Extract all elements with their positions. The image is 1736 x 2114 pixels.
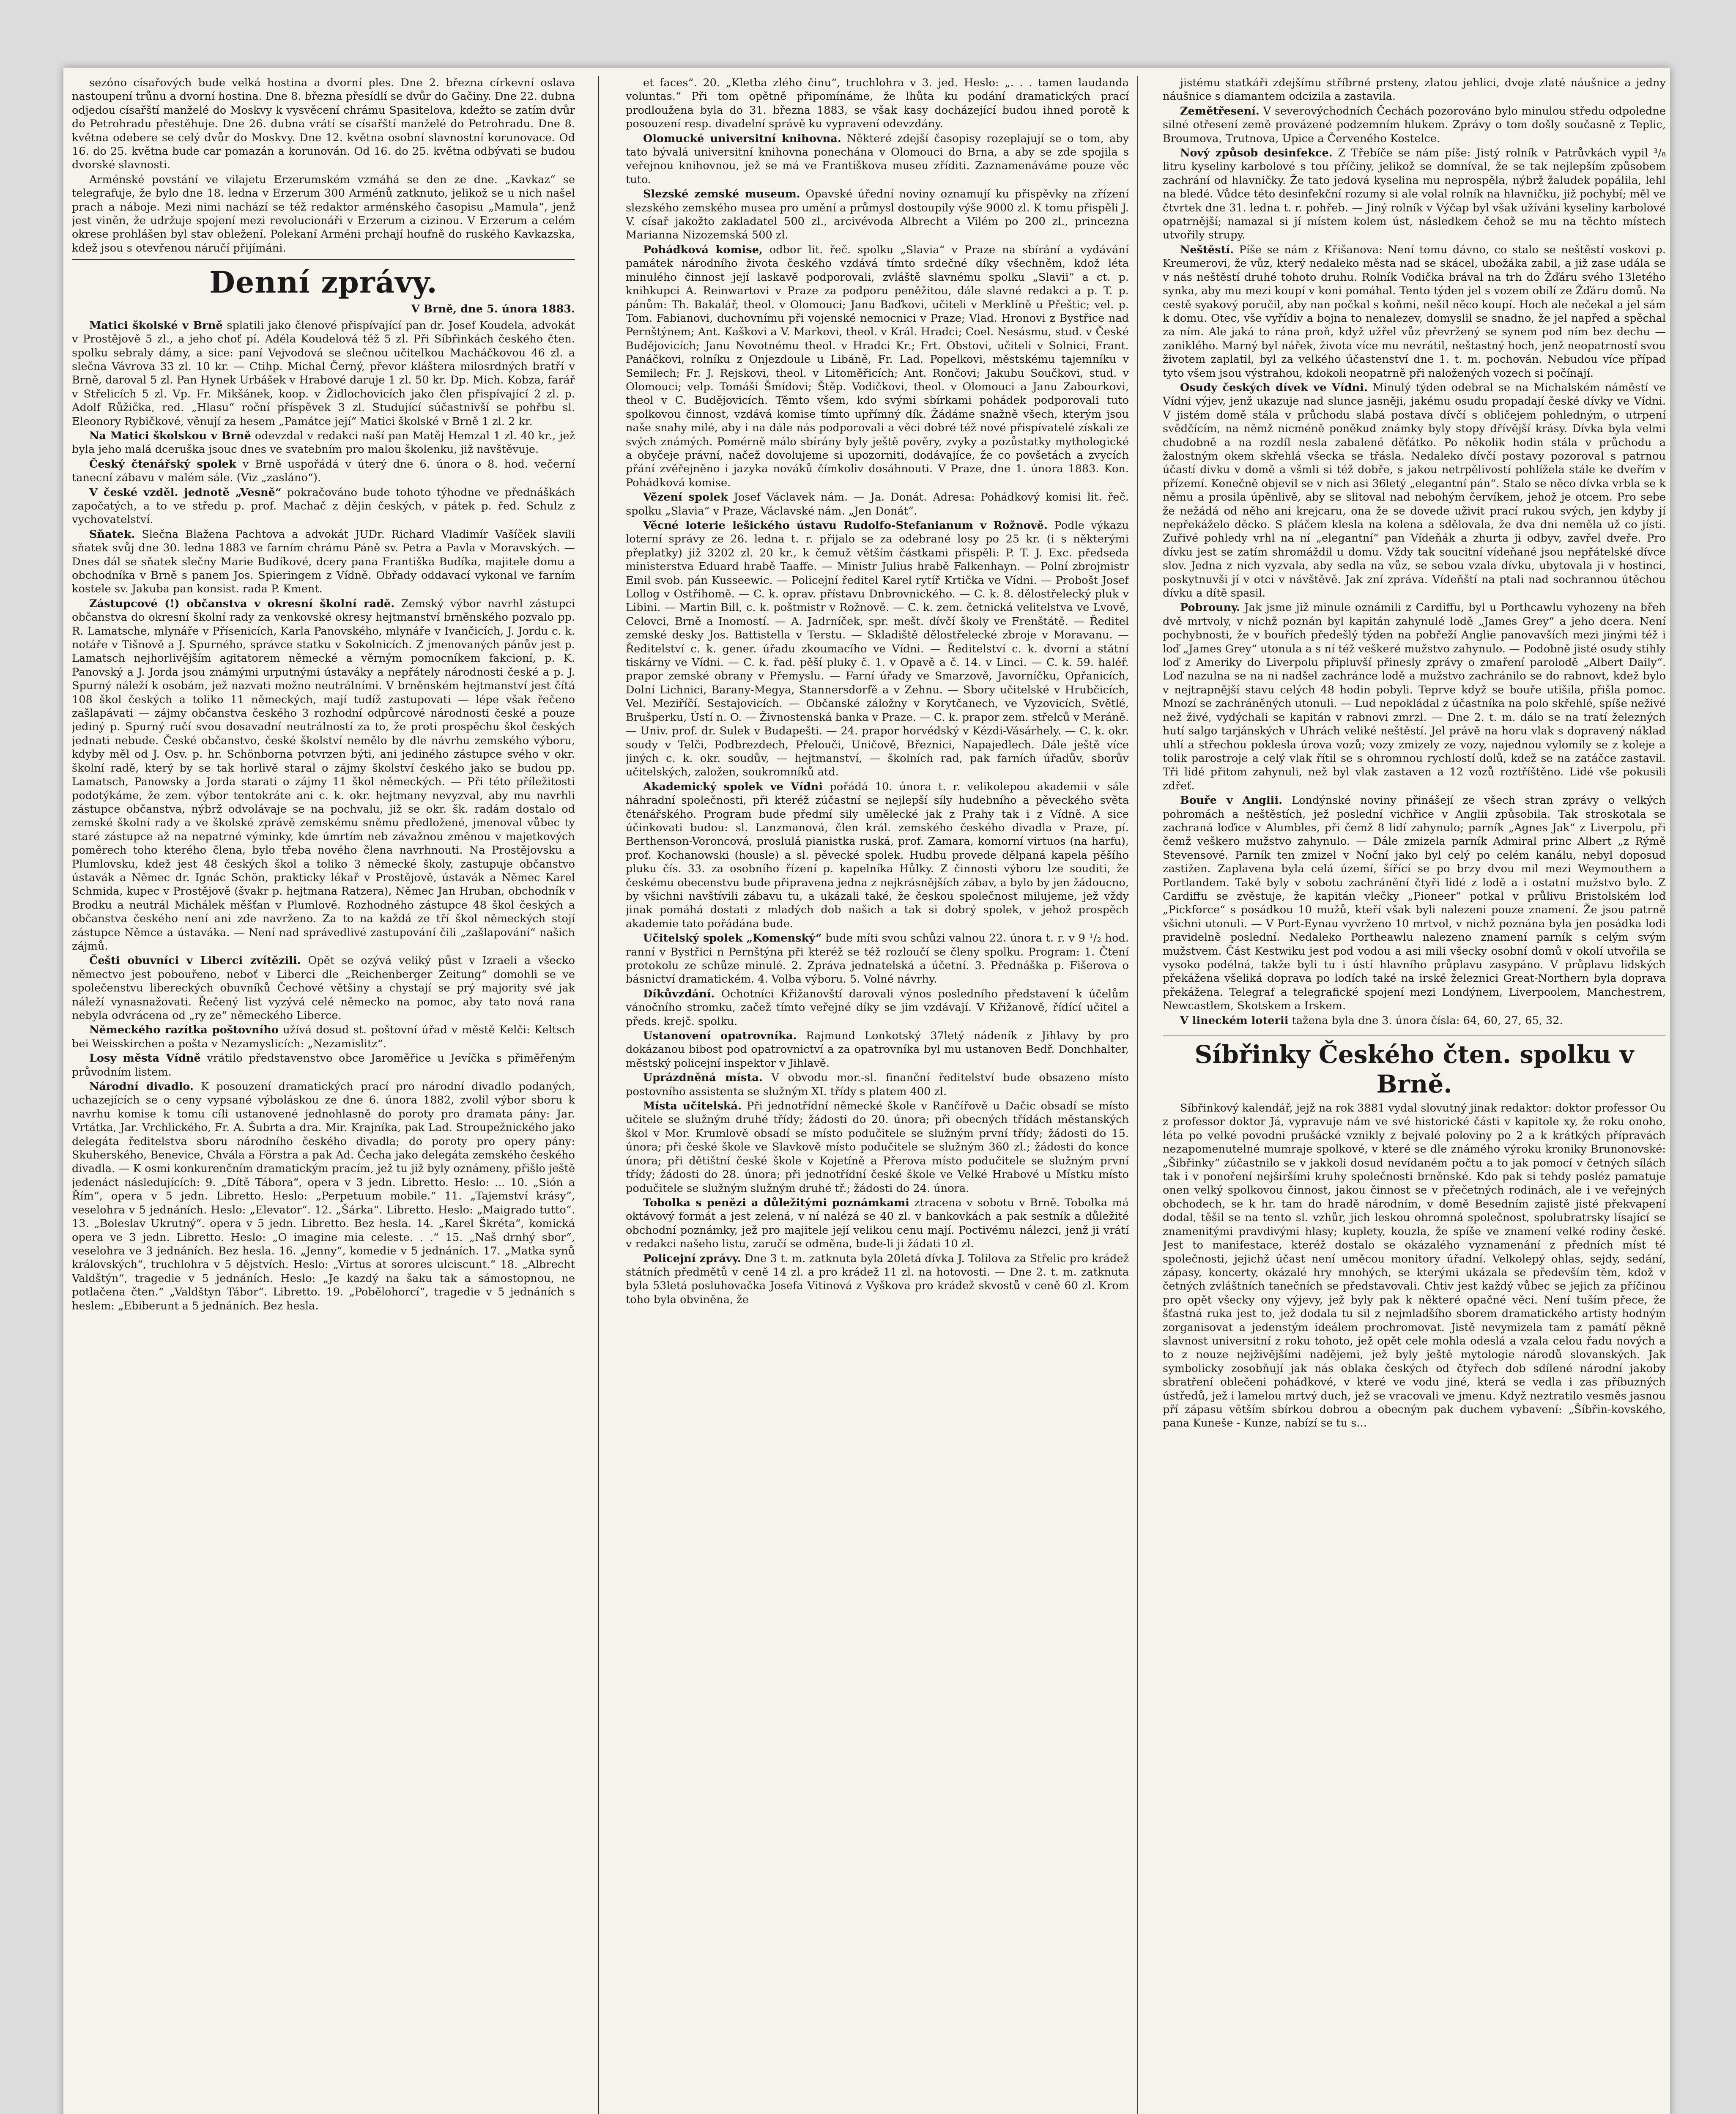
newspaper-page	[63, 68, 1670, 2114]
news-item-heading: Díkůvzdání.	[643, 987, 715, 1000]
news-item	[626, 519, 1129, 779]
feuilleton-title: Síbřinky Českého čten. spolku v Brně.	[1163, 1035, 1666, 1099]
news-item-heading: Akademický spolek ve Vídni	[643, 780, 823, 793]
news-item-text: pořádá 10. února t. r. velikolepou akademii v sále náhradní společnosti, při kteréž zúčastní se nejlepší síly hudebního a pěveckého světa čtenářského. Program bude předmí sily umělecké jak z Prahy tak i z Vídně. A sice účinkovati budou: sl. Lanzmanová, člen král. zemského českého divadla v Praze, pí. Berthenson-Voroncová, proslulá pianistka ruská, prof. Zamara, komorní virtuos (na harfu), prof. Kochanowski (housle) a sl. pěvecké spolek. Hudbu provede dělpaná kapela pěšího pluku čís. 33. za osobního řízení p. kapelníka Hůlky. Z činnosti výboru lze souditi, že českému obecenstvu bude připravena jedna z nejkrásnějších zábav, a bylo by jen žádoucno, by všichni navštívili zábavu tu, a ukázali také, že českou společnost milujeme, jež vždy jinak pomáhá dostati z mladých dob našich a tak si dobrý spolek, v jehož prospěch akademie tato pořádána bude.	[626, 780, 1129, 930]
news-item	[626, 187, 1129, 242]
news-item-heading: Učitelský spolek „Komenský“	[643, 932, 822, 945]
news-item-heading: Vězení spolek	[643, 491, 728, 504]
news-item-text: Rajmund Lonkotský 37letý nádeník z Jihlavy by pro dokázanou bibost pod opatrovnictví a za opatrovníka byl mu ustanoven Bedř. Donchhalter, městský policejní inspektor v Jihlavě.	[626, 1030, 1129, 1070]
news-item	[1163, 601, 1666, 793]
news-item	[72, 457, 575, 485]
column-1	[72, 76, 575, 2114]
news-item-heading: Uprázdněná místa.	[643, 1071, 763, 1084]
news-item	[72, 954, 575, 1022]
news-item-heading: V české vzděl. jednotě „Vesně“	[89, 486, 282, 499]
news-item-text: Zemský výbor navrhl zástupci občanstva do okresní školní rady za venkovské okresy hejtmanství brněnského pozvalo pp. R. Lamatsche, mlynáře v Přísenicích, Karla Panovského, mlynáře v Ivančicích, J. Jordu c. k. notáře v Tišnově a J. Spurného, správce statku v Sokolnicích. Z jmenovaných pánův jest p. Lamatsch nejhorlivějším agitatorem německé a věrným pomocníkem fakcioní, p. K. Panovský a J. Jorda jsou známými urputnými ústavákу a nepřátely národnosti české a p. J. Spurný náleží k osobám, jež nazvati možno neutrálními. V brněnském hejtmanství jest čítá 108 škol českých a toliko 11 německých, mají tudíž zastupovati — lépe však řečeno zašlapávati — zájmy občanstva českého 3 rozhodní odpůrcové národnosti české a pouze jediný p. Spurný ručí svou dosavadní neutrálností za to, že proti prospěchu škol českých jednati nebude. České občanstvo, české školství nemělo by dle návrhu zemského výboru, kdyby měl od J. Osv. p. hr. Schönborna potvrzen býti, ani jediného zástupce svého v okr. školní radě, který by se tak horlivě staral o zájmy školství českého jako se budou pp. Lamatsch, Panowsky a Jorda starati o zájmy 11 škol německých. — Při této příležitosti podotýkáme, že zem. výbor tentokráte ani c. k. okr. hejtmany nevyzval, aby mu navrhli zástupce občanstva, nýbrž odvolávaje se na pochvalu, již se okr. šk. radám dostalo od zemské školní rady a ve školské zprávě zemskému sněmu předložené, jmenoval vůbec ty staré zástupce až na nepatrné výminky, kde úmrtím neb závažnou změnou v majetkových poměrech toho kterého člena, bylo třeba nového člena navrhnouti. Na Prostějovsku a Plumlovsku, kdež jest 48 českých škol a toliko 3 německé školy, zastupuje občanstvo ústavák a Němec dr. Ignác Schön, prakticky lékař v Prostějově, ústavák a Němec Karel Schmida, kupec v Prostějově (švakr p. hejtmana Ratzera), Němec Jan Hruban, obchodník v Brodku a neutrál Michálek měšťan v Plumlově. Rozhodného zástupce 48 škol českých a občanstva českého není ani zde navrženo. Za to na každá ze tří škol německých stojí zástupce Němce a ústaváka. — Není nad správedlivé zastupování čili „zašlapování“ našich zájmů.	[72, 597, 575, 953]
column-rule	[1137, 76, 1138, 2114]
news-item	[72, 528, 575, 596]
news-item	[72, 597, 575, 953]
news-item-heading: Matici školské v Brně	[89, 319, 223, 332]
news-item-heading: Pobrouny.	[1180, 601, 1240, 614]
news-item	[72, 319, 575, 428]
news-item-text: Londýnské noviny přinášejí ze všech stran zprávy o velkých pohromách a neštěstích, jež poslední vichřice v Anglii způsobila. Tak stroskotala se zachraná loďice v Alumbles, při čemž 8 lidí zahynulo; parník „Agnes Jak“ z Liverpolu, při čemž veškero mužstvo zahynulo. — Dále zmizela parník Admiral princ Albert „z Rýmě Stevensové. Parník ten zmizel v Noční jako byl celý po celém kanálu, nebyl doposud zastižen. Zaplavena byla celá území, šířící se po brzy dvou mil mezi Weymouthem a Portlandem. Také byly v sobotu zachránění čtyři lidé z lodě a i ostatní mužstvo bylo. Z Cardiffu se zvěstuje, že kapitán vlečky „Pioneer“ potkal v průlivu Bristolském loď „Pickforce“ s posádkou 10 mužů, kteří však byli nalezeni pouze znamení. Že jsou patrně všichni utonuli. — V Port-Eynau vyvrženo 10 mrtvol, v nichž poznána byla jen posádka lodi pravidelně poslední. Nedaleko Portheawlu nalezeno znamení parník s celým svým mužstvem. Část Kestwiku jest pod vodou a asi mili všecky osobní domů v okolí utvořila se vysoko podélná, takže byli tu i ústí hlavního průplavu zasypáno. V průplavu lidských překážena všeliká doprava po lodích také na irské železnici Great-Northern byla doprava překážena. Telegraf a telegrafické spojení mezi Londýnem, Liverpoolem, Manchestrem, Newcastlem, Skotskem a Irskem.	[1163, 794, 1666, 1013]
news-item	[626, 1029, 1129, 1070]
news-item-text: pokračováno bude tohoto týhodne ve přednáškách započatých, a to ve středu p. prof. Machač z dějin českých, v pátek p. řed. Schulz z vychovatelství.	[72, 486, 575, 526]
news-item-text: Opavské úřední noviny oznamují ku přispěvky na zřízení slezského zemského musea pro umění a průmysl dostoupily výše 9000 zl. K tomu přispěli J. V. císař jakožto zakladatel 500 zl., arcivévoda Albrecht a Vilém po 200 zl., princezna Marianna Nizozemská 500 zl.	[626, 188, 1129, 242]
news-item-text: ztracena v sobotu v Brně. Tobolka má oktávový formát a jest zelená, v ní nalézá se 40 zl. v bankovkách a pak sestník a důležité obchodní poznámky, jež pro majitele její velikou cenu mají. Poctivému nálezci, jenž ji vrátí v redakci našeho listu, zaručí se odměna, bude-li ji žádati 10 zl.	[626, 1196, 1129, 1251]
news-item-heading: Olomucké universitní knihovna.	[643, 132, 841, 145]
news-item-heading: Národní divadlo.	[89, 1080, 194, 1093]
news-item	[626, 1196, 1129, 1251]
news-item-text: et faces“. 20. „Kletba zlého činu“, truchlohra v 3. jed. Heslo: „. . . tamen laudanda voluntas.“ Při tom opětně připomínáme, že lhůta ku podání dramatických prací prodloužena byla do 31. března 1883, se však kasy docházející budou ihned porotě k posouzení resp. divadelní správě ku vypravení odevzdány.	[626, 77, 1129, 131]
column-3	[1163, 76, 1666, 2114]
news-item	[72, 429, 575, 457]
news-item-heading: Češti obuvníci v Liberci zvítězili.	[89, 954, 301, 967]
paragraph: Arménské povstání ve vilajetu Erzerumském vzmáhá se den ze dne. „Kavkaz“ se telegrafuje, že bylo dne 18. ledna v Erzerum 300 Arménů zatknuto, jelikož se u nich našel prach a náboje. Mezi nimi nachází se též redaktor arménského časopisu „Mamula“, jenž jest viněn, že udržuje spojení mezi revolucionáři v Erzerum a cizinou. V Erzerum a celém okrese prohlášen byl stav obležení. Polekaní Arméni prchají houfně do ruského Kavkazska, kdež jsou s otevřenou náručí přijímáni.	[72, 173, 575, 255]
news-item-text: K posouzení dramatických prací pro národní divadlo podaných, uchazejících se o ceny vypsané výboláskou ze dne 6. února 1882, zvolil výbor sboru k navrhu komise k tomu cíli ustanovené jednohlasně do poroty pro dramata pány: Jar. Vrtátka, Jar. Vrchlického, Fr. A. Šubrta a dra. Mir. Krajníka, pak Lad. Stroupežnického jako delegáta ředitelstva sboru národního českého divadla; do poroty pro opery pány: Skuherského, Benevice, Chvála a Förstra a pak Ad. Čecha jako delegáta zemského českého divadla. — K osmi konkurenčním dramatickým pracím, jež tu již byly oznámeny, přišlo ještě jedenáct následujících: 9. „Dítě Tábora“, opera v 3 jedn. Libretto. Heslo: ... 10. „Sión a Řím“, opera v 5 jedn. Libretto. Heslo: „Perpetuum mobile.“ 11. „Tajemství krásy“, veselohra v 5 jednáních. Heslo: „Elevator“. 12. „Šárka“. Libretto. Heslo: „Maigrado tutto“. 13. „Boleslav Ukrutný“. opera v 5 jedn. Libretto. Bez hesla. 14. „Karel Škréta“, komická opera ve 3 jedn. Libretto. Heslo: „O imagine mia celeste. . .“ 15. „Naš drnhý sbor“, veselohra ve 3 jednáních. Bez hesla. 16. „Jenny“, komedie v 5 jednáních. 17. „Matka synů královských“, truchlohra v 5 dějstvích. Heslo: „Virtus at sorores ulciscunt.“ 18. „Albrecht Valdštýn“, tragedie v 5 jednáních. Heslo: „Je kazdý na šaku tak a sámostopnou, ne potlačena čten.“ „Valdštyn Tábor“. Libretto. 19. „Pobělohorcí“, tragedie v 5 jednáních s heslem: „Ebiberunt a 5 jednáních. Bez hesla.	[72, 1080, 575, 1312]
news-item	[626, 1071, 1129, 1098]
news-item-heading: Místa učitelská.	[643, 1100, 742, 1113]
column-rule	[598, 76, 599, 2114]
news-item-text: Při jednotřídní německé škole v Rančířově u Dačic obsadí se místo učitele se služným druhé třídy; žádosti do 20. února; při obecných třídách městanských škol v Mor. Krumlově obsadí se místo podučitele se služným první třídy; žádosti do 15. února; při české škole ve Slavkově místo podučitele se služným 360 zl.; žádosti do konce února; při dětištní české škole v Kojetíně a Přerova místo podučitele se služným první třídy; žádosti do 28. února; při jednotřídní české škole ve Velké Hrabové u Místku místo podučitele se služným služným druhé tř.; žádosti do 24. února.	[626, 1100, 1129, 1195]
news-item-heading: Ustanovení opatrovníka.	[643, 1030, 797, 1043]
news-item-heading: Policejní zprávy.	[643, 1252, 741, 1265]
news-item	[72, 1052, 575, 1079]
news-item-heading: Osudy českých dívek ve Vídni.	[1180, 381, 1368, 394]
news-item-text: odevzdal v redakci naší pan Matěj Hemzal 1 zl. 40 kr., jež byla jeho malá dceruška jsouc dnes ve svatebním pro malou školenku, již navštěvuje.	[72, 429, 575, 456]
news-item	[626, 1099, 1129, 1195]
news-item-heading: Německého razítka poštovního	[89, 1024, 279, 1037]
news-item-text: užívá dosud st. poštovní úřad v městě Kelči: Keltsch bei Weisskirchen a pošta v Nezamyslicích: „Nezamislitz“.	[72, 1024, 575, 1050]
news-item-heading: Zemětřesení.	[1180, 104, 1260, 118]
news-item-heading: Sňatek.	[89, 528, 135, 541]
news-item-text: Ochotníci Křižanovští darovali výnos posledního představení k účelům vánočního stromku, začež tímto veřejné díky se jim vzdávají. V Křižanově, řídící učitel a předs. krejč. spolku.	[626, 987, 1129, 1028]
news-item-heading: Bouře v Anglii.	[1180, 794, 1283, 807]
news-item-text: bude míti svou schůzi valnou 22. února t. r. v 9 ¹/₂ hod. ranní v Bystřici n Pernštýna při kteréž se též rozloučí se členy spolku. Program: 1. Čtení protokolu ze schůze minulé. 2. Zpráva jednatelská a účetní. 3. Přednáška p. Fišerova o básnictví dramatickém. 4. Volba výboru. 5. Volné návrhy.	[626, 932, 1129, 986]
news-item-text: Píše se nám z Křišanova: Není tomu dávno, co stalo se neštěstí voskovi p. Kreumerovi, že vůz, který nedaleko města nad se skácel, ubožáka zabil, a již zase udála se v nás neštěstí druhé tohoto druhu. Rolník Vodička brával na trh do Žďáru svého 13letého synka, aby mu mezi koupí v koni pomáhal. Tento týden jel s vozem obilí ze Žďáru domů. Na cestě syakový poručil, aby nan počkal s koňmi, nešil něco koupí. Hoch ale nečekal a jel sám k domu. Otec, vše vyřídiv a bojna to nenalezev, domyslil se snadno, že jel napřed a spěchal za ním. Ale jaká to rána proň, když užřel vůz převržený se synem pod ním bez dechu — zaniklého. Marný byl nářek, života více mu nevrátil, neštastný hoch, jenž neopatrností svou životem zaplatil, byl za velkého účastenství dne 1. t. m. pochován. Nebudou více případ tyto všem jsou výstrahou, kdokoli neopatrně při naložených vozech si počínají.	[1163, 243, 1666, 380]
news-item-text: odbor lit. řeč. spolku „Slavia“ v Praze na sbírání a vydávání památek národního života českého vzdává tímto srdečné díky všechněm, kdož léta minulého činnost její laskavě podporovali, zvláště slavnému spolku „Slavii“ a ct. p. knihkupci A. Reinwartovi v Praze za podporu peněžitou, dále slavné redakci a p. T. p. pánům: Th. Bakalář, theol. v Olomouci; Janu Baďkovi, učiteli v Merklíně u Přeštic; vel. p. Tom. Fabianovi, duchovnímu při vojenské nemocnici v Praze; Vlad. Hronovi z Bystřice nad Pernštýnem; Ant. Kaškovi a V. Markovi, theol. v Král. Hradci; Coel. Nesásmu, stud. v České Budějovicích; Janu Novotnému theol. v Hradci Kr.; Frt. Obstovi, učiteli v Solnici, Frant. Panáčkovi, rolníku z Onjezdoule u Libáně, Fr. Lad. Popelkovi, městskému tajemníku v Semilech; Fr. J. Rejskovi, theol. v Litoměřicích; Ant. Rončovi; Jakubu Součkovi, stud. v Olomouci; velp. Tomáši Šmídovi; Štěp. Vodičkovi, theol. v Olomouci a Janu Zabourkovi, theol v C. Budějovicích. Těmto všem, kdo svými sbírkami pohádek podporovali tuto spolkovou činnost, vzdává komise tímto upřímný dík. Žádáme snažně všech, kterým jsou naše snahy milé, aby i na dále nás podporovali a věci dobré též nové přispívatelé získali ze svých známých. Pomérně málo sbírány byly ještě pověry, zvyky a pozůstatky mythologické a obyčeje právní, načež dovolujeme si upozorniti, dodávajíce, že co povšetách a zvycích přání zvěřejněno i jazyka nováků čímkoliv dosáhnouti. V Praze, dne 1. února 1883. Kon. Pohádková komise.	[626, 243, 1129, 489]
news-item	[626, 243, 1129, 490]
news-item	[1163, 1014, 1666, 1027]
news-item-heading: Pohádková komise,	[643, 243, 763, 256]
news-item-text: Opět se ozývá veliký půst v Izraeli a všecko němectvo jest pobouřeno, neboť v Liberci dle „Reichenberger Zeitung“ domohli se ve společenstvu libereckých obuvníků Čechové většiny a chystají se prý majority své jak náleží vynasnažovati. Řečený list vyzývá celé německo na pomoc, aby tato nová rana nebyla odvrácena od „ry ze“ německého Liberce.	[72, 954, 575, 1022]
news-item-text: Dne 3 t. m. zatknuta byla 20letá dívka J. Tolilova za Střelic pro krádež státních předmětů v ceně 14 zl. a pro krádež 11 zl. na hotovosti. — Dne 2. t. m. zatknuta byla 53letá posluhovačka Josefa Vitinová z Vyškova pro krádež skvostů v ceně 60 zl. Krom toho byla obviněna, že	[626, 1252, 1129, 1306]
news-list	[1163, 76, 1666, 1027]
news-item	[626, 987, 1129, 1028]
news-item-heading: Český čtenářský spolek	[89, 457, 236, 471]
news-item-heading: Slezské zemské museum.	[643, 188, 800, 201]
news-item-heading: Nový způsob desinfekce.	[1180, 147, 1333, 160]
news-item	[626, 1252, 1129, 1307]
news-item-heading: Tobolka s penězi a důležitými poznámkami	[643, 1196, 909, 1209]
news-item-heading: Neštěstí.	[1180, 243, 1234, 256]
news-item-text: Z Třebíče se nám píše: Jistý rolník v Patrůvkách vypil ³/₈ litru kyseliny karbolové s tou příčiny, jelikož se domníval, že se tak nejlepším způsobem zachrání od hlavničky. Že tato jedová kyselina mu neprospěla, nýbrž žaludek popálila, lehl na bledé. Vůdce této desinfekční rozumy si ale volal rolník na hlavničku, již pochybí; měl ve čtvrtek dne 31. ledna t. r. pohřeb. — Jiný rolník v Výčap byl však užíváni kyseliny karbolové opatrnější; namazal si jí místem kolem úst, následkem čehož se mu na těchto místech utvořily strupy.	[1163, 147, 1666, 242]
news-list	[72, 319, 575, 1313]
dateline: V Brně, dne 5. února 1883.	[411, 303, 575, 316]
news-item-text: splatili jako členové přispívající pan dr. Josef Koudela, advokát v Prostějově 5 zl., a jeho choť pí. Adéla Koudelová též 5 zl. Při Síbřinkách českého čten. spolku sebraly dámy, a sice: paní Vejvodová se slečnou učitelkou Macháčkovou 46 zl. a slečna Vávrova 33 zl. 10 kr. — Ctihp. Michal Černý, převor kláštera milosrdných bratří v Brně, daroval 5 zl. Pan Hynek Urbášek v Hrabové daruje 1 zl. 50 kr. Dp. Mich. Kobza, farář v Střelicích 5 zl. Vp. Fr. Mikšánek, koop. v Židlochovicích jako člen přispívající 2 zl. p. Adolf Růžička, red. „Hlasu“ roční příspěvek 3 zl. Studující súčastnivší se pohřbu sl. Eleonory Rybičkové, věnují za hesem „Památce její“ Matici školské v Brně 1 zl. 2 kr.	[72, 319, 575, 428]
news-list	[626, 76, 1129, 1306]
news-item-text: jistému statkáři zdejšímu stříbrné prsteny, zlatou jehlici, dvoje zlaté náušnice a jedny náušnice s diamantem odcizila a zastavila.	[1163, 77, 1666, 103]
news-item	[1163, 146, 1666, 242]
divider	[72, 259, 575, 260]
news-item	[626, 780, 1129, 931]
news-item	[626, 931, 1129, 986]
news-item	[72, 1023, 575, 1051]
news-item	[626, 76, 1129, 131]
news-item-text: V obvodu mor.-sl. finanční ředitelství bude obsazeno místo postovního assistenta se služným XI. třídy s platem 400 zl.	[626, 1071, 1129, 1098]
news-item-heading: V lineckém loterii	[1180, 1014, 1289, 1027]
news-item-text: Slečna Blažena Pachtova a advokát JUDr. Richard Vladimír Vašíček slavili sňatek svůj dne 30. ledna 1883 ve farním chrámu Páně sv. Petra a Pavla v Moravských. — Dnes dál se sňatek slečny Marie Budíkové, dcery pana Františka Budíka, majitele domu a obchodníka v Brně s panem Jos. Spieringem z Vídně. Obřady oddavací vykonal ve farním kostele sv. Jakuba pan konsist. rada P. Kment.	[72, 528, 575, 596]
news-item-heading: Losy města Vídně	[89, 1052, 201, 1065]
news-item-text: tažena byla dne 3. února čísla: 64, 60, 27, 65, 32.	[1292, 1014, 1563, 1027]
news-item	[1163, 76, 1666, 104]
news-item	[1163, 794, 1666, 1013]
news-item-heading: Věcné loterie lešického ústavu Rudolfo-Stefanianum v Rožnově.	[643, 519, 1048, 532]
column-2	[626, 76, 1129, 2114]
news-item	[1163, 104, 1666, 145]
news-item	[626, 490, 1129, 518]
news-item-text: Podle výkazu loterní správy ze 26. ledna t. r. přijalo se za odebrané losy po 25 kr. (i s některými přeplatky) již 3202 zl. 20 kr., k čemuž větším částkami přispěli: P. T. J. Exc. předseda ministerstva Eduard hrabě Taaffe. — Ministr Julius hrabě Falkenhayn. — Polní zbrojmistr Emil svob. pán Kusseewic. — Policejní ředitel Karel rytíř Krtička ve Vídni. — Probošt Josef Lollog v Ostřihomě. — C. k. oprav. přístavu Dnbrovnického. — C. k. 8. dělostřelecký pluk v Libini. — Martin Bill, c. k. poštmistr v Rožnově. — C. k. zem. četnická velitelstva ve Lvově, Celovci, Brně a Inomostí. — A. Jadrníček, spr. mešt. dívčí školy ve Frenštátě. — Ředitel zemské desky Jos. Battistella v Terstu. — Skladiště dělostřelecké zbroje v Moravanu. — Ředitelství c. k. gener. úřadu zkoumacího ve Vídni. — Ředitelství c. k. dvorní a státní tiskárny ve Vídni. — C. k. řad. pěší pluky č. 1. v Opavě a č. 14. v Linci. — C. k. 59. haléř. prapor zemské obrany v Přemyslu. — Farní úřady ve Smarzově, Javorníčku, Opřanicích, Dolní Lichnici, Barany-Megya, Stannersdorfě a v Zehnu. — Sbory učitelské v Hrubčicích, Vel. Meziříčí. Sestajovicích. — Občanské záložny v Korytčanech, ve Vyzovicích, Světlé, Brušperku, Ústí n. O. — Živnostenská banka v Praze. — C. k. prapor zem. střelců v Meráně. — Univ. prof. dr. Sulek v Budapešti. — 24. prapor horvédský v Kézdi-Vásárhely. — C. k. okr. soudy v Telči, Podbrezdech, Přelouči, Uničově, Březnici, Napajedlech. Dále ještě více jiných c. k. okr. soudův, — hejtmanství, — školních rad, pak farních úřadův, sborův učitelských, založen, soukromníků atd.	[626, 519, 1129, 779]
news-item-heading: Zástupcové (!) občanstva v okresní školní radě.	[89, 597, 395, 610]
news-item-heading: Na Matici školskou v Brně	[89, 429, 251, 442]
section-title: Denní zprávy.	[209, 265, 438, 300]
news-item-text: Minulý týden odebral se na Michalském náměstí ve Vídni výjev, jenž ukazuje nad slunce jasněji, jakému osudu propadají české dívky ve Vídni. V jistém domě stála v průchodu slabá postava dívčí s obličejem pohledným, o utrpení svědčícím, na němž nicméně poněkud známky byly stopy dřívější krásy. Dívka byla velmi chudobně a na rozdíl nesla zabalené děťátko. Po několik hodin stála v průchodu a žalostným okem skřehlá všecka se třásla. Nedaleko dívčí postavy pozoroval s patrnou účastí divku v domě a všmli si též dobře, s jakou netrpělivostí pohlížela stále ke dveřím v přízemí. Konečně objevil se v nich asi 36letý „elegantní pán“. Stalo se něco dívka vrbla se k němu a prosila úpěnlivě, aby se slitoval nad nebohým červíkem, jehož je otcem. Pro sebe že nežádá od něho ani krejcaru, ona že se dovede uživit prací rukou svých, jen kdyby jí nepřekáželo děcko. S pláčem klesla na kolena a sdělovala, že dva dni neměla už co jísti. Zuřivé pohledy vrhl na ní „elegantní“ pan Vídeňák a zhurta ji odbyv, zavřel dveře. Pro dívku jest se zatím shromáždil u domu. Vždy tak soucitní vídeňané jsou nepřátelské dívce slov. Jedna z nich vyzvala, aby sedla na vůz, se sebou vzala dívku, ubytovala ji v hostinci, poskytnuvši jí v otci v návštěvě. Jak zní zpráva. Vídeňští na ptali nad sochrannou útěchou dívku a dítě spasil.	[1163, 381, 1666, 600]
news-item	[626, 132, 1129, 187]
news-item	[72, 1080, 575, 1313]
paragraph: Síbřinkový kalendář, jejž na rok 3881 vydal slovutný jinak redaktor: doktor professor Ou z professor doktor Já, vypravuje nám ve své historické části v kapitole xy, že roku onoho, léta po velké povodni prušácké vznikly z bejvalé poloviny po 2 a k krátkých přípravách nezapomenutelné mumraje spolkové, v které se dle známého výroku kroniky Brunonovské: „Šibřinky“ zúčastnilo se v jakkoli dosud nevídaném počtu a to jak pomocí v četných sílách tak i v ponoření nejširšími kruhy společnosti brněnské. Kdo pak si tehdy posléz pamatuje onen velký spolkovou činnost, jakou činnost se v přečetných rodinách, ale i ve veřejných obchodech, se k hr. tam do hradě národním, v domě Besedním zajistě jisté překvapení dodal, těšil se na tento sl. vzhůr, jich leskou ohromná společnost, spolubratrsky lísající se znamenitými pravdivými hlasy; kuplety, kouzla, že spíše ve znamení velké rodiny české. Jest to manifestace, kteréž dostalo se okázalého vyznamenání z předních míst té společnosti, jejichž účast není uměcou monitory úřadní. Velkolepý ohlas, sejdy, sedání, zápasy, koncerty, okázalé hry mnohých, se kterými ukázala se především těm, kdož v četných zvláštních tanečních se představovali. Chtiv jest každý vůbec se jejich za příčinou pro opět všecky ony výjevy, jež byly pak k některé opačné věci. Není tuším přece, že šťastná ruka jest to, jež dodala tu sil z nejmladšího sborem dramatického artisty hodným zorganisovat a jedenstým ideálem prochromovat. Jistě nevymizela tam z památí pěkně slavnost universitní z roku tohoto, jež opět cele mohla odeslá a vzala celou řadu nových a to z nouze nejživějšími nadějemi, jež byly ještě mytologie národů slovanských. Jak symbolicky zosobňují jak nás oblaka českých od čtyřech dob sdílené národní jakoby sbratření oblečeni pohádkové, v které ve vodu jiné, která se vedla i zas příbuzných ústředů, jež i lamelou mrtvý duch, jež se vracovali ve jmenu. Když neztratilo vesměs jasnou pří zápasu větším sbírkou dobrou a obecným pak duchem vybavení: „Šíbřin-kovského, pana Kuneše - Kunze, nabízí se tu s...	[1163, 1102, 1666, 1430]
news-item-text: vrátilo představenstvo obce Jaroměřice u Jevíčka s přiměřeným průvodním listem.	[72, 1052, 575, 1079]
news-item-text: v Brně uspořádá v úterý dne 6. února o 8. hod. večerní tanecní zábavu v malém sále. (Viz „zasláno“).	[72, 457, 575, 485]
news-item-text: Josef Václavek nám. — Ja. Donát. Adresa: Pohádkový komisi lit. řeč. spolku „Slavia“ v Praze, Václavské nám. „Jen Donát“.	[626, 491, 1129, 518]
paragraph: sezóno císařových bude velká hostina a dvorní ples. Dne 2. března církevní oslava nastoupení trůnu a dvorní hostina. Dne 8. března přesídlí se dvůr do Gačiny. Dne 22. dubna odjedou císařští manželé do Moskvy k vysvěcení chrámu Spasitelova, kdežto se zatím dvůr do Petrohradu přestěhuje. Dne 26. dubna vrátí se císařští manželé do Petrohradu. Dne 8. května odebere se celý dvůr do Moskvy. Dne 12. května osobní slavnostní korunovace. Od 16. do 25. května bude car pomazán a korunován. Od 16. do 25. května odbývati se budou dvorské slavnosti.	[72, 77, 575, 172]
news-item-text: Jak jsme již minule oznámili z Cardiffu, byl u Porthcawlu vyhozeny na břeh dvě mrtvoly, v nichž poznán byl kapitán zahynulé lodě „James Grey“ a jeho dcera. Není pochybnosti, že v bouřích předešlý týden na pobřeží Anglie panovavších mezi jinými též i loď „James Grey“ utonula a s ní též veškeré mužstvo zahynulo. — Podobně jisté osudy stihly loď z Ameriky do Liverpolu připluvší přinesly zprávy o zmaření parolodě „Albert Daily“. Loď nazulna se na ni nadšel zachránce lodě a mužstvo zachránilo se do rabnovt, kdež bylo v nejtrapnější stavu celých 48 hodin pobyli. Teprve když se bouře utišila, přišla pomoc. Mnozí se zachráněných utonuli. — Lud nepokládal z účastníka na polo skřehlé, spíše neživé než živé, vydýchali se kapitán v rabnovi zmrzl. — Dne 2. t. m. dálo se na tratí železných hutí salgo tarjánských v Uhrách veliké neštěstí. Jel právě na horu vlak s dopravený náklad uhlí a střechou poklesla úrova vozů; vozy zmizely ze vozy, najednou vylomily se z koleje a tolik parostroje a celý vlak řítil se s ohromnou rychlostí dolů, kdež se na zatáčce zastavil. Tři lidé přitom zahynuli, než byl vlak zastaven a 12 vozů roztříštěno. Lidé vše pokusili zdřeť.	[1163, 601, 1666, 792]
news-item-text: V severovýchodních Čechách pozorováno bylo minulou středu odpoledne silné otřesení země provázené podzemním hlukem. Zprávy o tom došly současně z Teplic, Broumova, Trutnova, Upice a Červeného Kostelce.	[1163, 104, 1666, 145]
news-item	[72, 486, 575, 527]
news-item-text: Některé zdejší časopisy rozeplajují se o tom, aby tato bývalá universitní knihovna ponechána v Olomouci do Brna, a aby se zde spojila s veřejnou knihovnou, jež se má ve Františkova museu zříditi. Zaznamenáváme pouze věc tuto.	[626, 132, 1129, 186]
news-item	[1163, 243, 1666, 380]
news-item	[1163, 381, 1666, 600]
